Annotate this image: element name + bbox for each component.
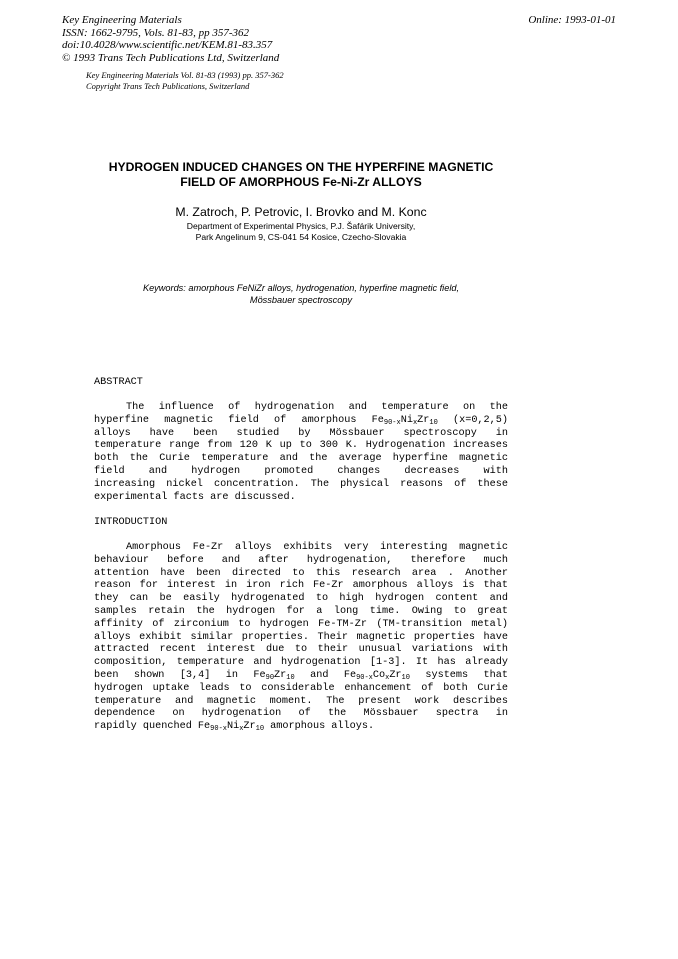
- author-list: M. Zatroch, P. Petrovic, I. Brovko and M. Konc: [175, 205, 427, 219]
- text-line: both the Curie temperature and the average hyperfine magnetic: [94, 453, 508, 465]
- text-line: reason for interest in iron rich Fe-Zr amorphous alloys is that: [94, 580, 508, 592]
- citation-copyright: Copyright Trans Tech Publications, Switzerland: [86, 81, 250, 91]
- text-line: affinity of zirconium to hydrogen Fe-TM-Zr (TM-transition metal): [94, 618, 508, 630]
- text-line: Amorphous Fe-Zr alloys exhibits very interesting magnetic: [126, 542, 508, 553]
- doi-link[interactable]: doi:10.4028/www.scientific.net/KEM.81-83.357: [62, 39, 273, 51]
- subscript: x: [239, 725, 244, 734]
- abstract-heading: ABSTRACT: [94, 377, 143, 388]
- original-citation: [86, 70, 284, 92]
- text-line: alloys have been studied by Mössbauer spectroscopy in: [94, 427, 508, 439]
- introduction-heading: INTRODUCTION: [94, 517, 168, 528]
- title-line: HYDROGEN INDUCED CHANGES ON THE HYPERFINE MAGNETIC: [108, 160, 494, 174]
- subscript: 90-x: [356, 673, 373, 682]
- text-line: temperature and magnetic moment. The present work describes: [94, 695, 508, 707]
- subscript: 10: [429, 418, 438, 427]
- subscript: x: [385, 673, 390, 682]
- text-line: field and hydrogen promoted changes decreases with: [94, 465, 508, 477]
- keywords: [0, 282, 602, 306]
- subscript: 90: [265, 673, 275, 682]
- text-line: rapidly quenched $Fe_{90-x}Ni_xZr_{10}$ amorphous alloys.: [94, 721, 375, 734]
- text-line: temperature range from 120 K up to 300 K. Hydrogenation increases: [94, 440, 508, 452]
- text-line: experimental facts are discussed.: [94, 491, 296, 503]
- subscript: 90-x: [383, 418, 401, 427]
- text-line: dependence on hydrogenation of the Mössbauer spectra in: [94, 708, 508, 720]
- introduction-body: [94, 542, 508, 734]
- issn-line: ISSN: 1662-9795, Vols. 81-83, pp 357-362: [62, 26, 249, 39]
- subscript: 10: [255, 725, 265, 734]
- journal-name: Key Engineering Materials: [62, 14, 182, 26]
- text-line: they can be easily hydrogenated to high hydrogen content and: [94, 593, 508, 605]
- keywords-line: Mössbauer spectroscopy: [249, 295, 353, 305]
- subscript: 10: [286, 673, 295, 682]
- copyright-line: © 1993 Trans Tech Publications Ltd, Switzerland: [62, 51, 280, 64]
- abstract-body: [94, 402, 508, 504]
- subscript: 10: [401, 673, 410, 682]
- title-line: FIELD OF AMORPHOUS Fe-Ni-Zr ALLOYS: [180, 175, 422, 189]
- text-line: been shown [3,4] in $Fe_{90}Zr_{10}$ and $Fe_{90-x}Co_xZr_{10}$ systems that: [94, 669, 508, 682]
- subscript: x: [412, 418, 418, 427]
- text-line: hydrogen uptake leads to considerable enhancement of both Curie: [94, 682, 508, 694]
- subscript: 90-x: [210, 725, 227, 734]
- text-line: alloys exhibit similar properties. Their magnetic properties have: [94, 631, 508, 643]
- text-line: composition, temperature and hydrogenation [1-3]. It has already: [94, 657, 508, 669]
- affiliation: [0, 221, 602, 243]
- text-line: attention have been directed to this research area . Another: [94, 567, 508, 579]
- affiliation-line: Park Angelinum 9, CS-041 54 Kosice, Czecho-Slovakia: [195, 232, 407, 242]
- affiliation-line: Department of Experimental Physics, P.J. Šafárik University,: [186, 221, 416, 231]
- text-line: The influence of hydrogenation and temperature on the: [126, 402, 508, 413]
- journal-header: [62, 14, 279, 64]
- text-line: behaviour before and after hydrogenation, therefore much: [94, 554, 508, 566]
- citation-line: Key Engineering Materials Vol. 81-83 (1993) pp. 357-362: [86, 70, 284, 80]
- text-line: samples retain the hydrogen for a long time. Owing to great: [94, 605, 508, 617]
- text-line: hyperfine magnetic field of amorphous $Fe_{90-x}Ni_xZr_{10}$ (x=0,2,5): [94, 414, 509, 427]
- text-line: increasing nickel concentration. The physical reasons of these: [94, 478, 508, 490]
- online-date: Online: 1993-01-01: [528, 14, 616, 26]
- keywords-line: Keywords: amorphous FeNiZr alloys, hydrogenation, hyperfine magnetic field,: [142, 283, 460, 293]
- text-line: attracted recent interest due to their unusual variations with: [94, 644, 508, 656]
- paper-title: [0, 160, 602, 190]
